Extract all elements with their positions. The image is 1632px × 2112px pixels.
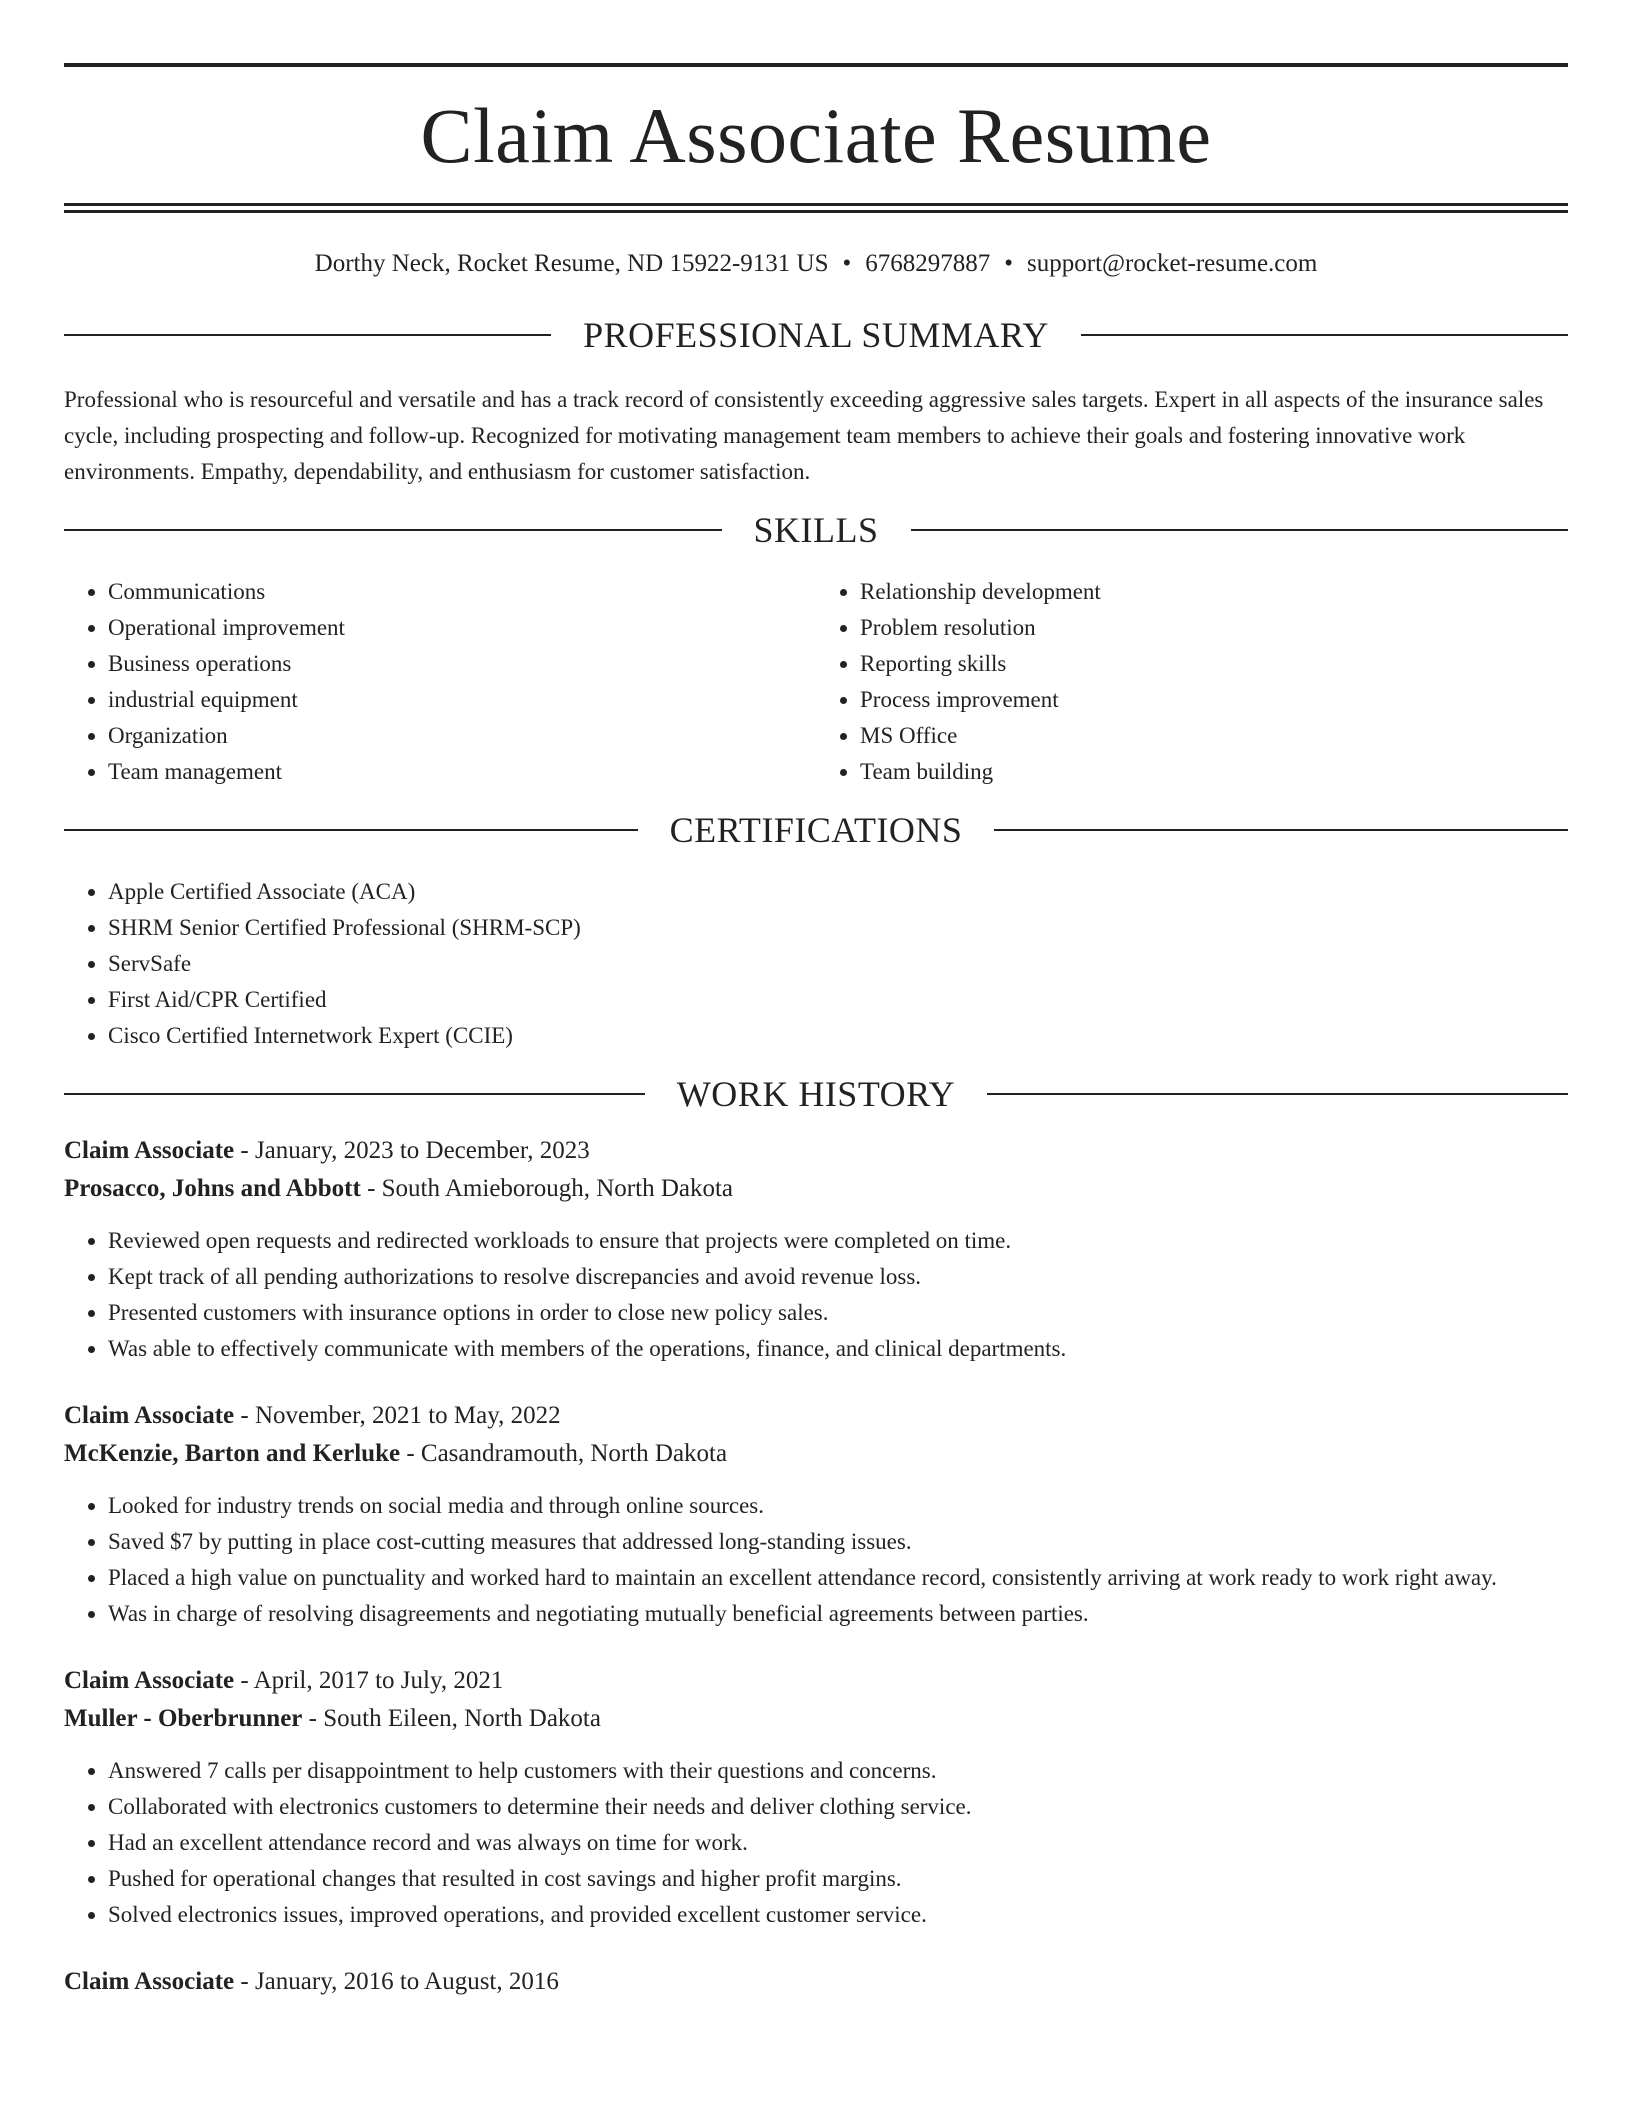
resume-page (64, 63, 1568, 2001)
section-title: PROFESSIONAL SUMMARY (583, 315, 1049, 355)
job-bullets (64, 1753, 1568, 1933)
skill-item: • Team building (860, 754, 1568, 790)
skill-item: • Communications (108, 574, 816, 610)
job-title-line (64, 1397, 1568, 1435)
job-dates: - November, 2021 to May, 2022 (234, 1402, 561, 1429)
contact-phone[interactable]: 6768297887 (865, 250, 991, 277)
skill-item: • Business operations (108, 646, 816, 682)
job-bullets (64, 1488, 1568, 1632)
job-title: Claim Associate (64, 1402, 235, 1429)
skills-list-left (64, 574, 816, 790)
job-location: - Casandramouth, North Dakota (400, 1440, 728, 1467)
job-dates: - April, 2017 to July, 2021 (234, 1667, 504, 1694)
heading-rule-left (64, 529, 722, 531)
skill-item: • Operational improvement (108, 610, 816, 646)
skill-item: • Team management (108, 754, 816, 790)
job-bullet: • Collaborated with electronics customers to determine their needs and deliver clothing service. (108, 1789, 1568, 1825)
top-rule (64, 63, 1568, 67)
job-entry (64, 1662, 1568, 1933)
job-bullet: • Solved electronics issues, improved operations, and provided excellent customer service. (108, 1897, 1568, 1933)
skill-item: • Relationship development (860, 574, 1568, 610)
summary-text: Professional who is resourceful and versatile and has a track record of consistently exceeding aggressive sales targets. Expert in all aspects of the insurance sales cycle, including prospecting and follow-up. Recognized for motivating management team members to achieve their goals and fostering innovative work environments. Empathy, dependability, and enthusiasm for customer satisfaction. (64, 387, 1544, 484)
job-bullet: • Presented customers with insurance options in order to close new policy sales. (108, 1295, 1568, 1331)
certification-item: • SHRM Senior Certified Professional (SHRM-SCP) (108, 910, 1568, 946)
summary-heading (64, 317, 1568, 353)
heading-rule-right (1081, 334, 1568, 336)
heading-rule-left (64, 334, 551, 336)
skills-list-right (816, 574, 1568, 790)
job-location: - South Amieborough, North Dakota (360, 1175, 734, 1202)
certification-item: • Cisco Certified Internetwork Expert (CCIE) (108, 1018, 1568, 1054)
title-double-rule (64, 203, 1568, 213)
certifications-heading (64, 812, 1568, 848)
job-title-line (64, 1132, 1568, 1170)
job-bullet: • Had an excellent attendance record and was always on time for work. (108, 1825, 1568, 1861)
job-company: Prosacco, Johns and Abbott (64, 1175, 361, 1202)
contact-address: Dorthy Neck, Rocket Resume, ND 15922-9131 US (314, 250, 829, 277)
job-company-line (64, 1700, 1568, 1738)
skill-item: • Reporting skills (860, 646, 1568, 682)
job-company-line (64, 1435, 1568, 1473)
skill-item: • MS Office (860, 718, 1568, 754)
job-title: Claim Associate (64, 1968, 235, 1995)
job-company: McKenzie, Barton and Kerluke (64, 1440, 401, 1467)
job-title-line (64, 1662, 1568, 1700)
heading-rule-right (994, 829, 1568, 831)
job-bullet: • Looked for industry trends on social media and through online sources. (108, 1488, 1568, 1524)
job-entry (64, 1397, 1568, 1632)
contact-line (64, 249, 1568, 279)
job-bullet: • Was in charge of resolving disagreements and negotiating mutually beneficial agreements between parties. (108, 1596, 1568, 1632)
job-title-line (64, 1963, 1568, 2001)
job-title: Claim Associate (64, 1667, 235, 1694)
job-company-line (64, 1170, 1568, 1208)
skill-item: • Problem resolution (860, 610, 1568, 646)
section-title: SKILLS (753, 510, 879, 550)
job-bullets (64, 1223, 1568, 1367)
job-bullet: • Pushed for operational changes that resulted in cost savings and higher profit margins. (108, 1861, 1568, 1897)
job-bullet: • Was able to effectively communicate with members of the operations, finance, and clinical departments. (108, 1331, 1568, 1367)
contact-separator: • (1004, 250, 1014, 277)
certification-item: • ServSafe (108, 946, 1568, 982)
job-title: Claim Associate (64, 1137, 235, 1164)
job-dates: - January, 2023 to December, 2023 (234, 1137, 590, 1164)
skills-heading (64, 512, 1568, 548)
heading-rule-left (64, 829, 638, 831)
contact-separator: • (842, 250, 852, 277)
section-title: WORK HISTORY (676, 1074, 956, 1114)
job-bullet: • Reviewed open requests and redirected workloads to ensure that projects were completed on time. (108, 1223, 1568, 1259)
skill-item: • Organization (108, 718, 816, 754)
job-dates: - January, 2016 to August, 2016 (234, 1968, 559, 1995)
job-entry (64, 1132, 1568, 1367)
skills-grid (64, 574, 1568, 790)
heading-rule-right (911, 529, 1569, 531)
job-bullet: • Answered 7 calls per disappointment to help customers with their questions and concerns. (108, 1753, 1568, 1789)
certifications-list (64, 874, 1568, 1054)
work-history-heading (64, 1076, 1568, 1112)
section-title: CERTIFICATIONS (669, 810, 963, 850)
certification-item: • Apple Certified Associate (ACA) (108, 874, 1568, 910)
certification-item: • First Aid/CPR Certified (108, 982, 1568, 1018)
heading-rule-left (64, 1093, 645, 1095)
job-entry (64, 1963, 1568, 2001)
resume-title: Claim Associate Resume (420, 92, 1212, 179)
job-company: Muller - Oberbrunner (64, 1705, 303, 1732)
job-location: - South Eileen, North Dakota (302, 1705, 601, 1732)
job-bullet: • Placed a high value on punctuality and worked hard to maintain an excellent attendance record, consistently arriving at work ready to work right away. (108, 1560, 1568, 1596)
heading-rule-right (987, 1093, 1568, 1095)
skill-item: • Process improvement (860, 682, 1568, 718)
job-bullet: • Saved $7 by putting in place cost-cutting measures that addressed long-standing issues. (108, 1524, 1568, 1560)
skill-item: • industrial equipment (108, 682, 816, 718)
contact-email[interactable]: support@rocket-resume.com (1027, 250, 1318, 277)
job-bullet: • Kept track of all pending authorizations to resolve discrepancies and avoid revenue loss. (108, 1259, 1568, 1295)
